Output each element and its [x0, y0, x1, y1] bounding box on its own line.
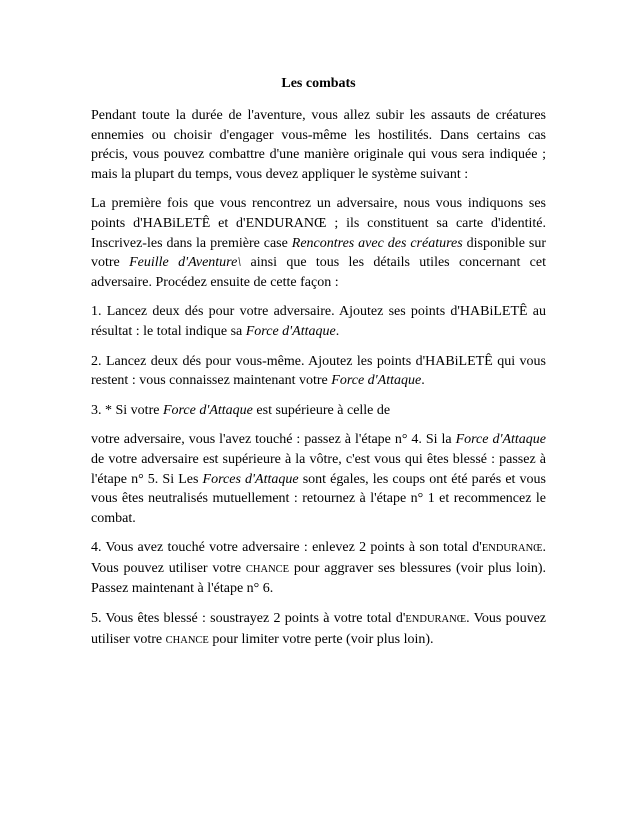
- italic-run: Forces d'Attaque: [202, 471, 299, 487]
- text-run: disponible sur votre: [91, 235, 547, 271]
- text-run: .: [421, 373, 425, 389]
- text-run: est supérieure à celle de: [252, 402, 391, 418]
- italic-run: Force d'Attaque: [245, 323, 336, 339]
- step-2-paragraph: [91, 352, 546, 391]
- text-run: 3. * Si votre: [91, 402, 163, 418]
- italic-run: Force d'Attaque: [331, 373, 422, 389]
- small-caps-run: ENDURANŒ: [481, 543, 543, 555]
- italic-run: Force d'Attaque: [162, 402, 253, 418]
- small-caps-run: ENDURANŒ: [405, 614, 467, 626]
- italic-run: Rencontres avec des créatures: [291, 235, 463, 251]
- text-run: sont égales, les coups ont été parés et vous vous êtes neutralisés mutuellement : retournez à l'étape n° 1 et recommencez le combat.: [91, 471, 547, 526]
- text-run: .: [335, 323, 340, 339]
- italic-run: Feuille d'Aventure\: [129, 255, 242, 271]
- text-run: 5. Vous êtes blessé : soustrayez 2 points à votre total d': [91, 611, 406, 627]
- small-caps-run: CHANCE: [245, 563, 290, 575]
- step-4-paragraph: [91, 538, 546, 599]
- text-run: La première fois que vous rencontrez un adversaire, nous vous indiquons ses points d'HABiLETÊ et d'ENDURANŒ ; ils constituent sa carte d'identité. Inscrivez-les dans la première case: [91, 196, 546, 251]
- small-caps-run: CHANCE: [165, 634, 209, 646]
- intro-paragraph: Pendant toute la durée de l'aventure, vous allez subir les assauts de créatures ennemies ou choisir d'engager vous-même les hostilités. Dans certains cas précis, vous pouvez combattre d'une manière originale qui vous sera indiquée ; mais la plupart du temps, vous devez appliquer le système suivant :: [91, 108, 546, 182]
- italic-run: Force d'Attaque: [455, 432, 546, 448]
- text-run: de votre adversaire est supérieure à la vôtre, c'est vous qui êtes blessé : passez à l'étape n° 5. Si Les: [91, 451, 546, 487]
- text-run: . Vous pouvez utiliser votre: [91, 611, 547, 647]
- adversary-paragraph: [91, 194, 546, 292]
- text-run: votre adversaire, vous l'avez touché : passez à l'étape n° 4. Si la: [91, 432, 456, 448]
- step-3-continuation-paragraph: [91, 430, 546, 528]
- text-run: ainsi que tous les détails utiles concernant cet adversaire. Procédez ensuite de cette façon :: [91, 255, 547, 290]
- step-5-paragraph: [91, 609, 546, 650]
- step-1-paragraph: [91, 302, 546, 341]
- text-run: 4. Vous avez touché votre adversaire : enlevez 2 points à son total d': [91, 540, 482, 556]
- text-run: . Vous pouvez utiliser votre: [91, 540, 546, 576]
- step-3-paragraph: [91, 401, 546, 421]
- text-run: pour aggraver ses blessures (voir plus loin). Passez maintenant à l'étape n° 6.: [91, 560, 546, 597]
- text-run: 2. Lancez deux dés pour vous-même. Ajoutez les points d'HABiLETÊ qui vous restent : vous connaissez maintenant votre: [91, 353, 546, 389]
- text-run: 1. Lancez deux dés pour votre adversaire. Ajoutez ses points d'HABiLETÊ au résultat : le total indique sa: [91, 304, 546, 339]
- page-title: Les combats: [281, 76, 356, 91]
- text-run: pour limiter votre perte (voir plus loin).: [208, 631, 434, 647]
